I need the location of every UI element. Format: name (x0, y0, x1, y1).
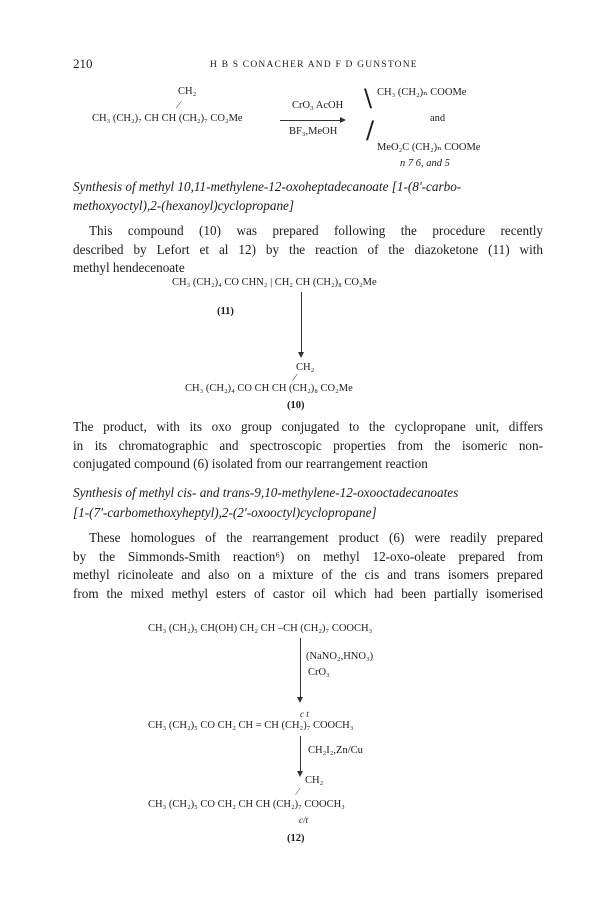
scheme2-ch2: CH₂ (296, 362, 315, 373)
section1-line: This compound (10) was prepared following the procedure recently (89, 223, 543, 238)
section1-line: methyl hendecenoate (73, 260, 185, 275)
scheme1-reactant: CH₃ (CH₂)₇ CH CH (CH₂)₇ CO₂Me (92, 113, 243, 124)
scheme1-reagent-top: CrO₃ AcOH (292, 100, 344, 111)
scheme1-bond-mark: ⁄ (178, 99, 180, 111)
scheme1-and: and (430, 113, 446, 124)
scheme3-ct-mark: c t (300, 709, 309, 719)
scheme2-product: CH₃ (CH₂)₄ CO CH CH (CH₂)₈ CO₂Me (185, 383, 353, 394)
section1-title-line1: Synthesis of methyl 10,11-methylene-12-oxoheptadecanoate [1-(8'-carbo- (73, 179, 462, 194)
section2-line: from the mixed methyl esters of castor oil which had been partially isomerised (73, 585, 543, 601)
compound-label-11: (11) (217, 306, 234, 317)
scheme1-product1: CH₃ (CH₂)ₙ COOMe (377, 87, 467, 98)
scheme2-bond-mark: ⁄ (294, 373, 296, 384)
paragraph-line: conjugated compound (6) isolated from our rearrangement reaction (73, 456, 428, 471)
scheme3-arrow1-head (297, 697, 303, 703)
scheme2-arrow-shaft (301, 292, 302, 354)
section2-line: methyl ricinoleate and also on a mixture of the cis and trans isomers prepared (73, 567, 543, 582)
scheme1-brace-top: \ (364, 84, 373, 112)
section2-title-line1: Synthesis of methyl cis- and trans-9,10-methylene-12-oxooctadecanoates (73, 485, 459, 500)
scheme1-arrow-shaft (280, 120, 340, 121)
scheme3-reagent3: CH₂I₂,Zn/Cu (308, 745, 363, 756)
scheme1-ch2: CH₂ (178, 86, 197, 97)
scheme3-reagent1: (NaNO₂,HNO₃) (306, 651, 374, 662)
scheme3-line1: CH₃ (CH₂)₅ CH(OH) CH₂ CH –CH (CH₂)₇ COOCH₃ (148, 623, 373, 634)
scheme3-arrow1-shaft (300, 638, 301, 698)
compound-label-10: (10) (287, 400, 305, 411)
scheme1-product2: MeO₂C (CH₂)ₙ COOMe (377, 142, 481, 153)
section2-paragraph (73, 529, 543, 603)
section1-line: described by Lefort et al 12) by the reaction of the diazoketone (11) with (73, 241, 543, 257)
scheme1-arrow-head (340, 117, 346, 123)
section2-title-line2: [1-(7'-carbomethoxyheptyl),2-(2'-oxooctyl)cyclopropane] (73, 505, 377, 520)
paragraph-2 (73, 418, 543, 474)
scheme3-reagent2: CrO₃ (308, 667, 330, 678)
scheme3-arrow2-head (297, 771, 303, 777)
scheme3-ct-mark2: c/t (299, 815, 308, 825)
scheme3-bond-mark: ⁄ (297, 787, 299, 798)
scheme2-arrow-head (298, 352, 304, 358)
scheme3-line3: CH₃ (CH₂)₅ CO CH₂ CH CH (CH₂)₇ COOCH₃ (148, 799, 345, 810)
section2-line: by the Simmonds-Smith reaction⁶) on methyl 12-oxo-oleate prepared from (73, 548, 543, 564)
scheme3-arrow2-shaft (300, 736, 301, 772)
section1-paragraph (73, 222, 543, 278)
scheme1-n-values: n 7 6, and 5 (400, 158, 450, 169)
section1-title-line2: methoxyoctyl),2-(hexanoyl)cyclopropane] (73, 198, 295, 213)
page-number: 210 (73, 56, 93, 71)
scheme3-line2: CH₃ (CH₂)₅ CO CH₂ CH = CH (CH₂)₇ COOCH₃ (148, 720, 354, 731)
scheme2-reactants: CH₃ (CH₂)₄ CO CHN₂ | CH₂ CH (CH₂)₈ CO₂Me (172, 277, 377, 288)
section2-line: These homologues of the rearrangement product (6) were readily prepared (89, 530, 543, 545)
paragraph-line: The product, with its oxo group conjugated to the cyclopropane unit, differs (73, 419, 543, 434)
compound-label-12: (12) (287, 833, 305, 844)
scheme1-brace-bottom: / (366, 116, 375, 144)
paragraph-line: in its chromatographic and spectroscopic properties from the isomeric non- (73, 437, 543, 453)
scheme3-ch2: CH₂ (305, 775, 324, 786)
running-head: H B S CONACHER AND F D GUNSTONE (210, 60, 418, 70)
scheme1-reagent-bottom: BF₃,MeOH (289, 126, 338, 137)
